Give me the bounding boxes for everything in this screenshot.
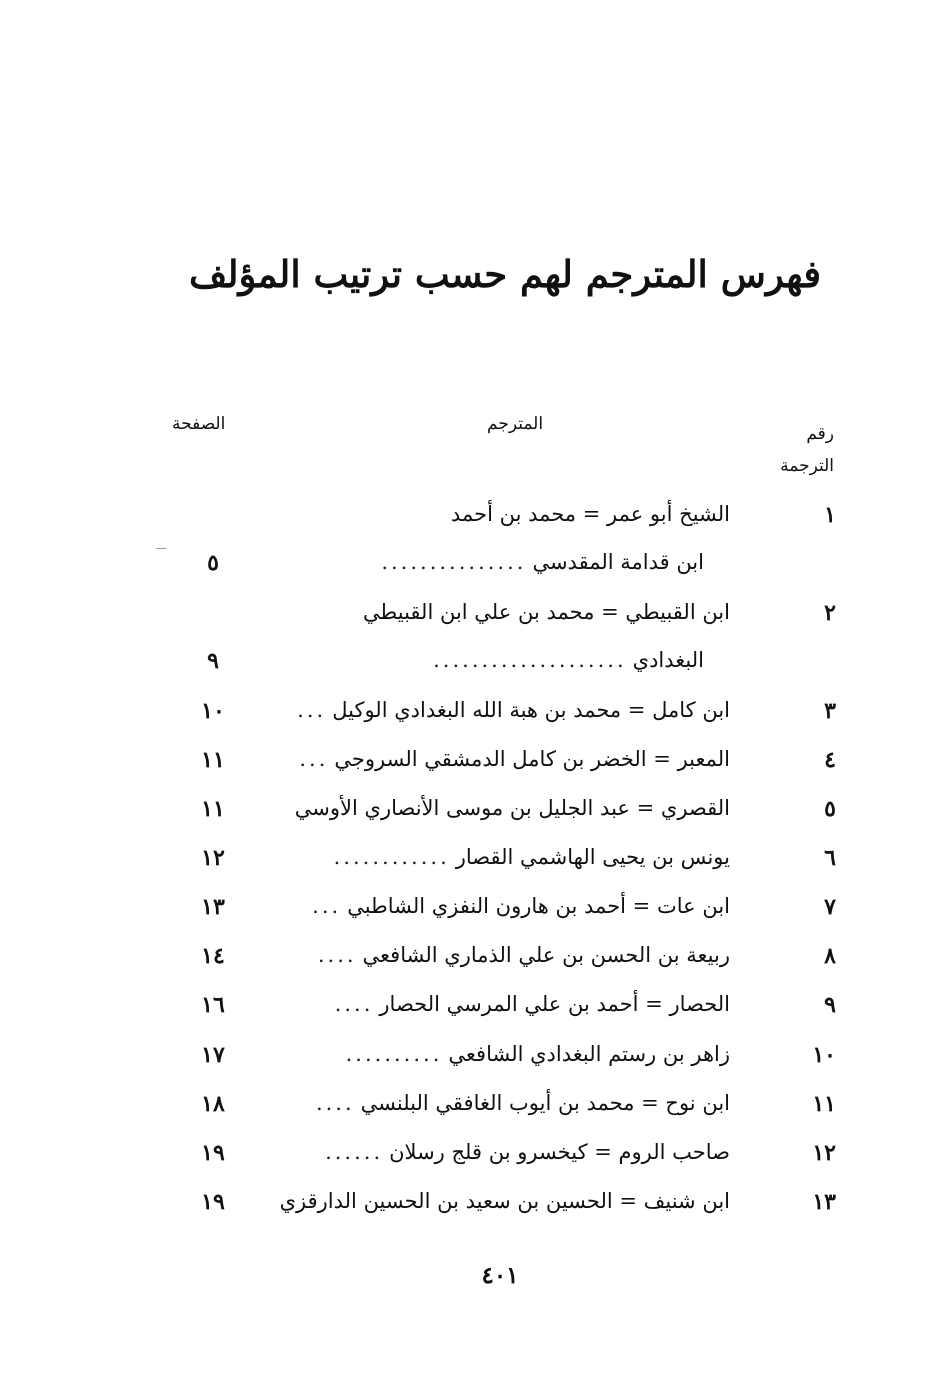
leader-dots: ... (299, 747, 329, 771)
entry-text: يونس بن يحيى الهاشمي القصار (455, 845, 730, 869)
leader-dots: .......... (345, 1042, 443, 1066)
entry-number: ٢ (824, 600, 836, 626)
entry-text: المعبر = الخضر بن كامل الدمشقي السروجي (334, 747, 730, 771)
column-header-number-line1: رقم (806, 424, 834, 444)
entry-page: ١٤ (201, 943, 225, 969)
entry-name (270, 1042, 730, 1066)
entry-text: زاهر بن رستم البغدادي الشافعي (448, 1042, 730, 1066)
entry-name (270, 600, 730, 624)
entry-text: ابن شنيف = الحسين بن سعيد بن الحسين الدارقزي (279, 1189, 730, 1213)
index-row (0, 1140, 940, 1180)
index-row (0, 600, 940, 640)
entry-number: ٥ (824, 796, 836, 822)
entry-text: الشيخ أبو عمر = محمد بن أحمد (450, 502, 730, 526)
leader-dots: ............... (381, 550, 527, 574)
margin-speck (156, 548, 166, 549)
entry-text: ابن نوح = محمد بن أيوب الغافقي البلنسي (360, 1091, 730, 1115)
entry-number: ١١ (812, 1091, 836, 1117)
entry-text: ربيعة بن الحسن بن علي الذماري الشافعي (362, 943, 730, 967)
leader-dots: ...... (325, 1140, 384, 1164)
entry-page: ٥ (207, 550, 219, 576)
entry-number: ١٠ (812, 1042, 836, 1068)
entry-name (270, 992, 730, 1016)
entry-name (244, 648, 704, 672)
leader-dots: .... (317, 943, 357, 967)
index-row (0, 502, 940, 542)
entry-text: ابن قدامة المقدسي (532, 550, 704, 574)
entry-number: ١٢ (812, 1140, 836, 1166)
column-header-page: الصفحة (172, 414, 226, 434)
entry-page: ١٨ (201, 1091, 225, 1117)
entry-name (270, 845, 730, 869)
index-row (0, 796, 940, 836)
column-header-name: المترجم (487, 414, 544, 434)
entry-number: ٩ (824, 992, 836, 1018)
leader-dots: ... (297, 698, 327, 722)
index-row (0, 648, 940, 688)
entry-number: ٣ (824, 698, 836, 724)
entry-name (244, 550, 704, 574)
page-title: فهرس المترجم لهم حسب ترتيب المؤلف (188, 252, 822, 296)
entry-number: ٧ (824, 894, 836, 920)
entry-text: ابن القبيطي = محمد بن علي ابن القبيطي (363, 600, 730, 624)
entry-page: ١٩ (201, 1189, 225, 1215)
entry-page: ٩ (207, 648, 219, 674)
column-header-number-line2: الترجمة (780, 456, 834, 476)
entry-page: ١٧ (201, 1042, 225, 1068)
index-row (0, 992, 940, 1032)
column-header-number (780, 418, 834, 482)
entry-page: ١٦ (201, 992, 225, 1018)
entry-name (270, 747, 730, 771)
entry-text: القصري = عبد الجليل بن موسى الأنصاري الأوسي (294, 796, 730, 820)
entry-number: ٤ (824, 747, 836, 773)
entry-page: ١٠ (201, 698, 225, 724)
index-row (0, 550, 940, 590)
entry-page: ١٣ (201, 894, 225, 920)
leader-dots: .... (315, 1091, 355, 1115)
index-row (0, 894, 940, 934)
entry-name (270, 943, 730, 967)
entry-text: ابن عات = أحمد بن هارون النفزي الشاطبي (347, 894, 730, 918)
index-row (0, 1189, 940, 1229)
entry-number: ٨ (824, 943, 836, 969)
index-row (0, 747, 940, 787)
entry-name (270, 698, 730, 722)
entry-number: ١ (824, 502, 836, 528)
index-row (0, 943, 940, 983)
leader-dots: ............ (333, 845, 450, 869)
page-number: ٤٠١ (481, 1262, 519, 1289)
entry-number: ٦ (824, 845, 836, 871)
index-row (0, 1042, 940, 1082)
index-row (0, 698, 940, 738)
entry-text: صاحب الروم = كيخسرو بن قلج رسلان (389, 1140, 730, 1164)
entry-name (270, 796, 730, 820)
entry-page: ١٢ (201, 845, 225, 871)
leader-dots: ... (312, 894, 342, 918)
entry-text: ابن كامل = محمد بن هبة الله البغدادي الوكيل (332, 698, 730, 722)
entry-name (270, 1140, 730, 1164)
leader-dots: .... (334, 992, 374, 1016)
entry-name (270, 894, 730, 918)
entry-name (270, 502, 730, 526)
entry-page: ١١ (201, 796, 225, 822)
entry-name (270, 1189, 730, 1213)
index-row (0, 1091, 940, 1131)
entry-text: البغدادي (632, 648, 704, 672)
entry-number: ١٣ (812, 1189, 836, 1215)
entry-page: ١٩ (201, 1140, 225, 1166)
leader-dots: .................... (433, 648, 627, 672)
entry-text: الحصار = أحمد بن علي المرسي الحصار (379, 992, 730, 1016)
entry-page: ١١ (201, 747, 225, 773)
entry-name (270, 1091, 730, 1115)
index-row (0, 845, 940, 885)
